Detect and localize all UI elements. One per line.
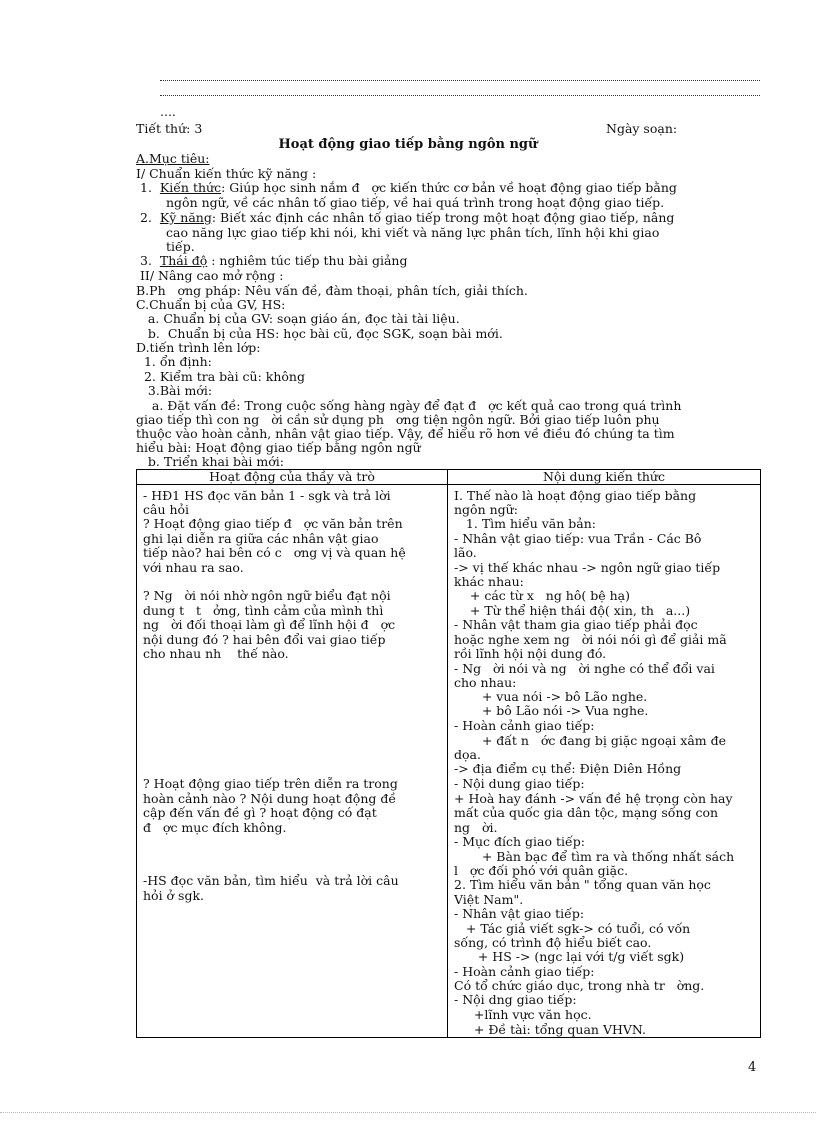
right-line: Có tổ chức giáo dục, trong nhà tr ờng. bbox=[454, 978, 705, 993]
right-line: dọa. bbox=[454, 747, 481, 762]
left-line: ? Hoạt động giao tiếp đ ợc văn bản trên bbox=[143, 516, 403, 531]
left-line: với nhau ra sao. bbox=[143, 560, 244, 575]
left-line: cập đến vấn đề gì ? hoạt động có đạt bbox=[143, 805, 377, 820]
col-header-content: Nội dung kiến thức bbox=[448, 470, 761, 485]
right-line: - Nội dng giao tiếp: bbox=[454, 992, 577, 1007]
right-line: 1. Tìm hiểu văn bản: bbox=[454, 516, 596, 531]
left-line: ? Hoạt động giao tiếp trên diễn ra trong bbox=[143, 776, 398, 791]
right-line: ng ời. bbox=[454, 820, 498, 835]
activity-hd1-line: - HĐ1 HS đọc văn bản 1 - sgk và trả lời bbox=[143, 488, 391, 503]
right-line: I. Thế nào là hoạt động giao tiếp bằng bbox=[454, 488, 697, 503]
left-line: -HS đọc văn bản, tìm hiểu và trả lời câu bbox=[143, 873, 399, 888]
right-line: hoặc nghe xem ng ời nói nói gì để giải mã bbox=[454, 632, 727, 647]
right-line: l ợc đối phó với quân giặc. bbox=[454, 863, 629, 878]
right-line: rồi lĩnh hội nội dung đó. bbox=[454, 646, 607, 661]
right-line: - Ng ời nói và ng ời nghe có thể đổi vai bbox=[454, 661, 715, 676]
dotted-line-2 bbox=[160, 93, 760, 96]
right-line: - Nhân vật tham gia giao tiếp phải đọc bbox=[454, 617, 698, 632]
left-line: ghi lại diễn ra giữa các nhân vật giao bbox=[143, 531, 379, 546]
page-title: Hoạt động giao tiếp bằng ngôn ngữ bbox=[278, 137, 538, 152]
left-line: đ ợc mục đích không. bbox=[143, 820, 287, 835]
step-3: 3.Bài mới: bbox=[136, 383, 213, 398]
right-line: + các từ x ng hô( bệ hạ) bbox=[454, 588, 630, 603]
section-d: D.tiến trình lên lớp: bbox=[136, 340, 261, 355]
right-line: ngôn ngữ: bbox=[454, 502, 518, 517]
right-line: - Mục đích giao tiếp: bbox=[454, 834, 585, 849]
prep-students: b. Chuẩn bị của HS: học bài cũ, đọc SGK, soạn bài mới. bbox=[136, 326, 503, 341]
left-line: ng ời đối thoại làm gì để lĩnh hội đ ợc bbox=[143, 617, 396, 632]
activities-cell bbox=[137, 485, 448, 1038]
objective-3: 3. Thái độ : nghiêm túc tiếp thu bài giảng bbox=[140, 253, 408, 268]
footer-divider bbox=[0, 1112, 816, 1113]
left-line: cho nhau nh thế nào. bbox=[143, 646, 289, 661]
deploy-heading: b. Triển khai bài mới: bbox=[136, 454, 284, 469]
right-line: + Từ thể hiện thái độ( xin, th a...) bbox=[454, 603, 691, 618]
right-line: sống, có trình độ hiểu biết cao. bbox=[454, 935, 652, 950]
right-line: + vua nói -> bô Lão nghe. bbox=[454, 689, 648, 704]
section-b: B.Ph ơng pháp: Nêu vấn đề, đàm thoại, phân tích, giải thích. bbox=[136, 283, 528, 298]
objective-2-cont: cao năng lực giao tiếp khi nói, khi viết và năng lực phân tích, lĩnh hội khi giao bbox=[166, 225, 660, 240]
right-line: - Nhân vật giao tiếp: bbox=[454, 906, 585, 921]
left-line: nội dung đó ? hai bên đổi vai giao tiếp bbox=[143, 632, 386, 647]
left-line: ? Ng ời nói nhờ ngôn ngữ biểu đạt nội bbox=[143, 588, 391, 603]
intro-line-2: giao tiếp thì con ng ời cần sử dụng ph ơng tiện ngôn ngữ. Bởi giao tiếp luôn phụ bbox=[136, 412, 660, 427]
left-line: dung t t ởng, tình cảm của mình thì bbox=[143, 603, 384, 618]
intro-line-1: a. Đặt vấn đề: Trong cuộc sống hàng ngày để đạt đ ợc kết quả cao trong quá trình bbox=[136, 398, 682, 413]
right-line: + HS -> (ngc lại với t/g viết sgk) bbox=[454, 949, 685, 964]
right-line: 2. Tìm hiểu văn bản " tổng quan văn học bbox=[454, 877, 711, 892]
subsection-1: I/ Chuẩn kiến thức kỹ năng : bbox=[136, 166, 317, 181]
section-c: C.Chuẩn bị của GV, HS: bbox=[136, 297, 286, 312]
right-line: -> vị thế khác nhau -> ngôn ngữ giao tiếp bbox=[454, 560, 721, 575]
right-line: + đất n ớc đang bị giặc ngoại xâm đe bbox=[454, 733, 726, 748]
col-header-activities: Hoạt động của thầy và trò bbox=[137, 470, 448, 485]
lesson-number: Tiết thứ: 3 bbox=[136, 121, 203, 136]
right-line: -> địa điểm cụ thể: Điện Diên Hồng bbox=[454, 761, 682, 776]
lesson-table bbox=[136, 469, 761, 1038]
section-a: A.Mục tiêu: bbox=[136, 151, 210, 166]
content-cell bbox=[448, 485, 761, 1038]
objective-2-cont2: tiếp. bbox=[166, 239, 195, 254]
subsection-2: II/ Nâng cao mở rộng : bbox=[136, 268, 284, 283]
right-line: - Hoàn cảnh giao tiếp: bbox=[454, 964, 595, 979]
right-line: + Bàn bạc để tìm ra và thống nhất sách bbox=[454, 849, 735, 864]
date-label: Ngày soạn: bbox=[606, 121, 678, 136]
left-line: tiếp nào? hai bên có c ơng vị và quan hệ bbox=[143, 545, 406, 560]
step-2: 2. Kiểm tra bài cũ: không bbox=[136, 369, 305, 384]
objective-1: 1. Kiến thức: Giúp học sinh nắm đ ợc kiến thức cơ bản về hoạt động giao tiếp bằng bbox=[140, 180, 677, 195]
right-line: lão. bbox=[454, 545, 477, 560]
left-line: câu hỏi bbox=[143, 502, 190, 517]
left-line: hoàn cảnh nào ? Nội dung hoạt động đề bbox=[143, 791, 397, 806]
right-line: Việt Nam". bbox=[454, 892, 524, 907]
left-line: hỏi ở sgk. bbox=[143, 888, 205, 903]
page-number: 4 bbox=[748, 1060, 757, 1075]
right-line: + Đề tài: tổng quan VHVN. bbox=[454, 1022, 647, 1037]
right-line: + bô Lão nói -> Vua nghe. bbox=[454, 703, 649, 718]
dotted-line-1 bbox=[160, 78, 760, 81]
intro-line-4: hiểu bài: Hoạt động giao tiếp bằng ngôn ngữ bbox=[136, 440, 421, 455]
right-line: - Hoàn cảnh giao tiếp: bbox=[454, 718, 595, 733]
dotted-line-3: .... bbox=[160, 104, 176, 119]
right-line: + Hoà hay đánh -> vấn đề hệ trọng còn hay bbox=[454, 791, 733, 806]
right-line: + Tác giả viết sgk-> có tuổi, có vốn bbox=[454, 921, 691, 936]
step-1: 1. ổn định: bbox=[136, 354, 212, 369]
objective-1-cont: ngôn ngữ, về các nhân tố giao tiếp, về hai quá trình trong hoạt động giao tiếp. bbox=[166, 195, 665, 210]
prep-teacher: a. Chuẩn bị của GV: soạn giáo án, đọc tài tài liệu. bbox=[136, 311, 460, 326]
right-line: - Nội dung giao tiếp: bbox=[454, 776, 585, 791]
objective-2: 2. Kỹ năng: Biết xác định các nhân tố giao tiếp trong một hoạt động giao tiếp, nâng bbox=[140, 210, 675, 225]
right-line: cho nhau: bbox=[454, 675, 517, 690]
right-line: khác nhau: bbox=[454, 574, 524, 589]
right-line: - Nhân vật giao tiếp: vua Trần - Các Bô bbox=[454, 531, 702, 546]
right-line: +lĩnh vực văn học. bbox=[454, 1007, 592, 1022]
intro-line-3: thuộc vào hoàn cảnh, nhân vật giao tiếp. Vậy, để hiểu rõ hơn về điều đó chúng ta tìm bbox=[136, 426, 675, 441]
right-line: mất của quốc gia dân tộc, mạng sống con bbox=[454, 805, 719, 820]
